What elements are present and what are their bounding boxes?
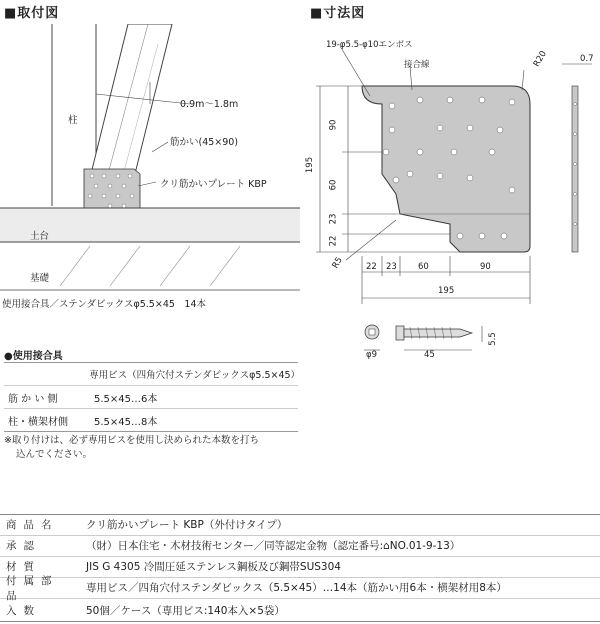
spec-value: 50個／ケース（専用ビス:140本入×5袋） [86,605,285,617]
spec-row [0,600,600,622]
spec-row [0,574,600,602]
dims-drawing [300,24,600,364]
spec-label: 入数 [6,605,41,617]
sill-label: 土台 [30,231,50,242]
dim-v22: 22 [328,235,339,247]
screws-note-line2: 込んでください。 [16,449,93,460]
brace-label: 筋かい(45×90) [170,137,239,148]
brace-leader [152,142,168,152]
screw-row-value: 5.5×45…8本 [94,416,158,428]
screw-row-label: 筋 か い 側 [8,393,58,405]
joint-line-label: 接合線 [404,60,430,70]
screw-head-dia: φ9 [366,350,378,360]
screw-row [4,409,298,432]
fastener-note: 使用接合具／ステンダビックスφ5.5×45 14本 [2,299,206,310]
foundation-hatch [60,246,240,286]
dim-h22: 22 [366,262,377,272]
spec-value: （財）日本住宅・木材技術センター／同等認定金物（認定番号:⌂NO.01-9-13） [86,540,461,552]
spec-row [0,556,600,578]
screw-row-value: 5.5×45…6本 [94,393,158,405]
screw-dia: 5.5 [487,332,498,346]
spec-label: 付属部品 [6,574,59,602]
spec-label: 承認 [6,540,41,552]
thickness-label: 0.7 [580,54,594,64]
spec-row [0,514,600,536]
dim-h23: 23 [386,262,397,272]
foundation-label: 基礎 [30,273,50,284]
dim-h195: 195 [438,286,455,296]
r5-leader [346,220,396,260]
emboss-label: 19-φ5.5-φ10エンボス [326,40,413,50]
r20-label: R20 [531,49,549,69]
screw-drawing [364,325,482,350]
dim-v195: 195 [305,156,316,174]
spec-label: 材質 [6,561,41,573]
spec-value: 専用ビス／四角穴付ステンダビックス（5.5×45）…14本（筋かい用6本・横架材用8本） [86,582,507,594]
screw-row [4,386,298,409]
screw-table-header-row [4,362,301,386]
screws-title: ●使用接合具 [4,351,63,362]
r5-label: R5 [330,255,345,271]
brace-body [86,24,172,194]
plate-side-view [572,86,578,252]
r20-leader [522,70,524,90]
emboss-leader [340,46,370,96]
install-title: ■取付図 [4,6,60,21]
screw-table-header: 専用ビス（四角穴付ステンダビックスφ5.5×45） [89,370,301,381]
spec-value: JIS G 4305 冷間圧延ステンレス鋼板及び鋼帯SUS304 [86,561,341,573]
dim-v90: 90 [328,119,339,131]
dim-h60: 60 [418,262,429,272]
plate-label: クリ筋かいプレート KBP [160,179,267,190]
spec-label: 商品名 [6,519,59,531]
screw-length: 45 [424,350,435,360]
spec-value: クリ筋かいプレート KBP（外付けタイプ） [86,519,288,531]
dim-v23: 23 [328,213,339,225]
spec-row [0,535,600,557]
screw-table [4,362,301,432]
screws-note-line1: ※取り付けは、必ず専用ビスを使用し決められた本数を打ち [4,435,259,446]
dim-h90: 90 [480,262,491,272]
dims-title: ■寸法図 [310,6,366,21]
dim-v60: 60 [328,179,339,191]
range-label: 0.9m〜1.8m [180,99,239,110]
plate-leader [138,182,156,186]
screw-row-label: 柱・横架材側 [8,416,68,428]
column-label: 柱 [68,115,78,126]
